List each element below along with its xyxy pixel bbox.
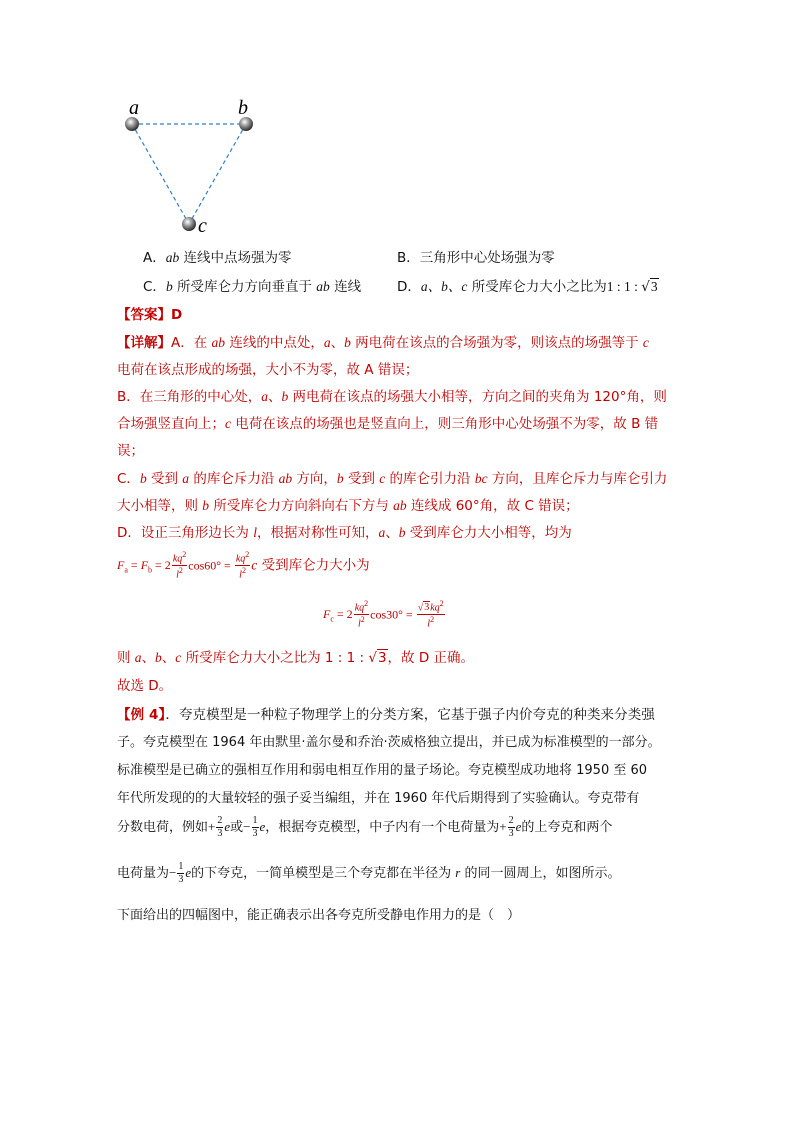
explain-b-line1: B．在三角形的中心处，a、b 两电荷在该点的场强大小相等，方向之间的夹角为 120°角，则 [117, 389, 667, 405]
charge-b [239, 117, 253, 131]
charge-c [182, 217, 196, 231]
answer-line: 【答案】D [117, 307, 183, 323]
example4-line4: 年代所发现的的大量较轻的强子妥当编组，并在 1960 年代后期得到了实验确认。夸克带有 [117, 791, 640, 806]
charge-a [125, 117, 139, 131]
option-c: C．b 所受库仑力方向垂直于 ab 连线 [143, 279, 362, 295]
explain-c-line2: 大小相等，则 b 所受库仑力方向斜向右下方与 ab 连线成 60°角，故 C 错误； [117, 498, 579, 514]
explain-b-line3: 误； [117, 443, 144, 459]
edge-ac [132, 124, 189, 224]
explain-a-line2: 电荷在该点形成的场强，大小不为零，故 A 错误； [117, 362, 419, 378]
example4-line5: 分数电荷，例如+ $\frac{2}{3}$ e或− $\frac{1}{3}$ e，根据夸克模型，中子内有一个电荷量为+ $\frac{2}{3}$ e的上夸克和两个 [117, 815, 613, 839]
charge-triangle-figure [118, 98, 268, 238]
example4-line1: 【例 4】．夸克模型是一种粒子物理学上的分类方案，它基于强子内价夸克的种类来分类强 [117, 707, 655, 723]
option-d: D．a、b、c 所受库仑力大小之比为1 : 1 : √3 [397, 279, 658, 295]
formula-fa-fb: $F_a = F_b = 2$ $\frac{kq^2}{l^2}$ cos60° = $\frac{kq^2}{l^2}$ c 受到库仑力大小为 [117, 550, 370, 581]
option-b: B．三角形中心处场强为零 [397, 250, 555, 266]
example4-line6: 电荷量为− $\frac{1}{3}$ e的下夸克，一简单模型是三个夸克都在半径为 r 的同一圆周上，如图所示。 [117, 861, 621, 885]
explain-conclusion: 则 a、b、c 所受库仑力大小之比为 1 : 1 : √3，故 D 正确。 [117, 650, 475, 666]
label-a: a [129, 98, 139, 119]
explain-final: 故选 D。 [117, 678, 173, 694]
edge-bc [189, 124, 246, 224]
label-c: c [198, 215, 207, 237]
example4-line7: 下面给出的四幅图中，能正确表示出各夸克所受静电作用力的是（ ） [117, 908, 521, 923]
explain-a-line1: 【详解】A．在 ab 连线的中点处，a、b 两电荷在该点的合场强为零，则该点的场强等于 c [117, 335, 649, 351]
explain-c-line1: C．b 受到 a 的库仑斥力沿 ab 方向，b 受到 c 的库仑引力沿 bc 方向，且库仑斥力与库仑引力 [117, 471, 668, 487]
explain-d-line1: D．设正三角形边长为 l，根据对称性可知，a、b 受到库仑力大小相等，均为 [117, 525, 572, 541]
explain-b-line2: 合场强竖直向上；c 电荷在该点的场强也是竖直向上，则三角形中心处场强不为零，故 B 错 [117, 416, 659, 432]
example4-line3: 标准模型是已确立的强相互作用和弱电相互作用的量子场论。夸克模型成功地将 1950 至 60 [117, 763, 648, 778]
label-b: b [238, 98, 248, 119]
formula-fc: $F_c = 2$ $\frac{kq^2}{l^2}$ cos30° = $\frac{√3kq^2}{l^2}$ [323, 599, 444, 630]
option-a: A．ab 连线中点场强为零 [143, 250, 292, 266]
example4-line2: 子。夸克模型在 1964 年由默里·盖尔曼和乔治·茨威格独立提出，并已成为标准模型的一部分。 [117, 735, 661, 750]
